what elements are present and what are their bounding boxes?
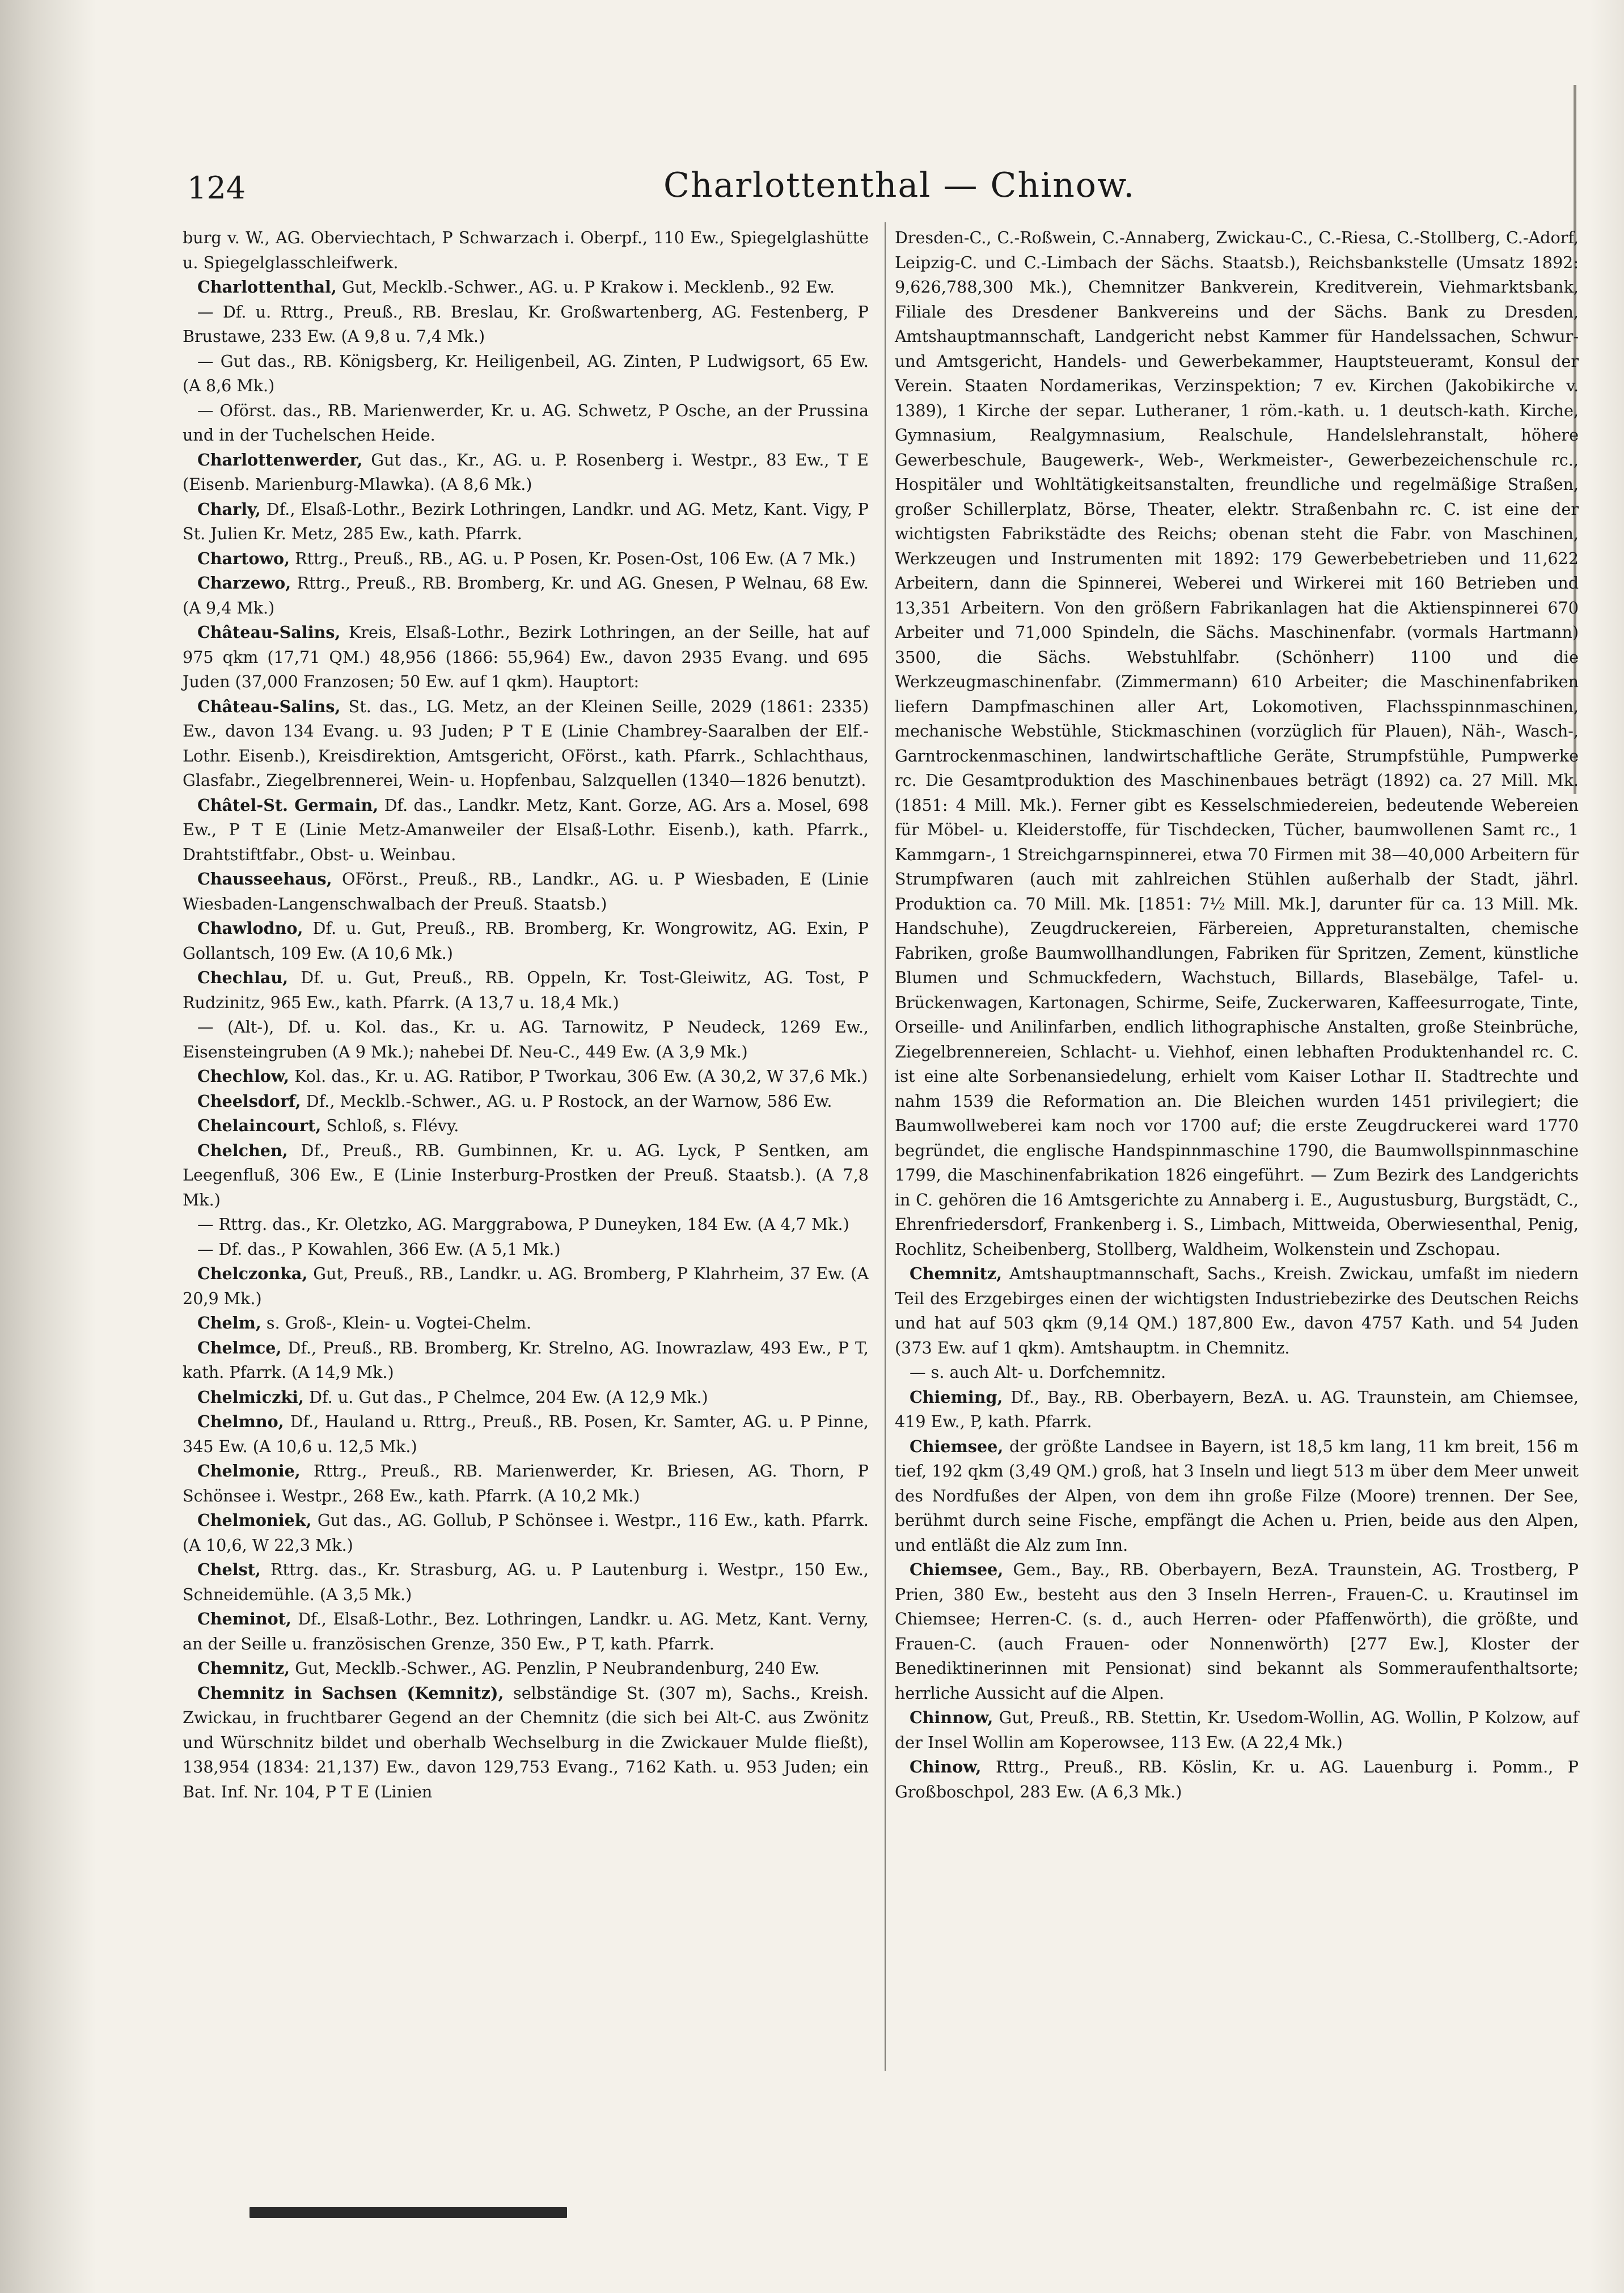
- entry-text: Rttrg., Preuß., RB. Bromberg, Kr. und AG. Gnesen, P Welnau, 68 Ew. (A 9,4 Mk.): [183, 573, 869, 617]
- entry: [183, 793, 869, 868]
- entry-headword: Chinow,: [910, 1757, 982, 1776]
- entry: [895, 1360, 1579, 1385]
- entry-text: Gut, Mecklb.-Schwer., AG. u. P Krakow i. Mecklenb., 92 Ew.: [341, 277, 835, 297]
- entry-text: — Df. u. Rttrg., Preuß., RB. Breslau, Kr. Großwartenberg, AG. Festenberg, P Brustawe, 233 Ew. (A 9,8 u. 7,4 Mk.): [183, 302, 869, 346]
- entry: [895, 1385, 1579, 1435]
- entry-text: Df., Hauland u. Rttrg., Preuß., RB. Posen, Kr. Samter, AG. u. P Pinne, 345 Ew. (A 10,6 u. 12,5 Mk.): [183, 1412, 869, 1456]
- column-divider: [885, 222, 886, 2071]
- entry-text: — Oförst. das., RB. Marienwerder, Kr. u. AG. Schwetz, P Osche, an der Prussina und in der Tuchelschen Heide.: [183, 400, 869, 445]
- entry-headword: Chelczonka,: [197, 1264, 308, 1283]
- entry-headword: Chiemsee,: [910, 1436, 1004, 1456]
- entry: [183, 226, 869, 275]
- entry-headword: Charzewo,: [197, 573, 291, 593]
- entry-headword: Chechlow,: [197, 1067, 290, 1086]
- scan-edge-right: [1590, 0, 1624, 2293]
- scan-edge-shadow: [0, 0, 96, 2293]
- entry-text: Df., Preuß., RB. Bromberg, Kr. Strelno, AG. Inowrazlaw, 493 Ew., P T, kath. Pfarrk. (A 14,9 Mk.): [183, 1338, 869, 1382]
- entry-text: s. Groß-, Klein- u. Vogtei-Chelm.: [266, 1313, 532, 1332]
- entry: [183, 1410, 869, 1459]
- entry-text: Kol. das., Kr. u. AG. Ratibor, P Tworkau, 306 Ew. (A 30,2, W 37,6 Mk.): [294, 1067, 868, 1086]
- entry-text: Df. u. Gut das., P Chelmce, 204 Ew. (A 12,9 Mk.): [309, 1387, 708, 1407]
- entry-text: Df., Mecklb.-Schwer., AG. u. P Rostock, an der Warnow, 586 Ew.: [306, 1091, 832, 1111]
- entry-headword: Charly,: [197, 499, 261, 519]
- entry: [183, 1385, 869, 1410]
- entry: [183, 497, 869, 547]
- entry-headword: Château-Salins,: [197, 696, 341, 716]
- entry-headword: Chawlodno,: [197, 919, 303, 938]
- entry-text: Gut, Preuß., RB., Landkr. u. AG. Bromberg, P Klahrheim, 37 Ew. (A 20,9 Mk.): [183, 1264, 869, 1308]
- entry-headword: Chausseehaus,: [197, 869, 332, 889]
- entry: [183, 275, 869, 300]
- entry-headword: Chemnitz,: [197, 1659, 290, 1678]
- entry-text: Df., Bay., RB. Oberbayern, BezA. u. AG. Traunstein, am Chiemsee, 419 Ew., P, kath. Pfarrk.: [895, 1387, 1579, 1431]
- entry: [183, 695, 869, 793]
- entry: [183, 916, 869, 966]
- entry: [183, 349, 869, 399]
- entry-text: Rttrg., Preuß., RB. Marienwerder, Kr. Briesen, AG. Thorn, P Schönsee i. Westpr., 268 Ew., kath. Pfarrk. (A 10,2 Mk.): [183, 1461, 869, 1505]
- entry: [183, 1089, 869, 1114]
- entry-text: Gut, Mecklb.-Schwer., AG. Penzlin, P Neubrandenburg, 240 Ew.: [295, 1659, 820, 1678]
- entry-text: Gut das., Kr., AG. u. P. Rosenberg i. Westpr., 83 Ew., T E (Eisenb. Marienburg-Mlawka). (A 8,6 Mk.): [183, 450, 869, 494]
- entry: [183, 620, 869, 695]
- entry-text: — s. auch Alt- u. Dorfchemnitz.: [910, 1363, 1166, 1382]
- entry-headword: Chemnitz in Sachsen (Kemnitz),: [197, 1683, 504, 1703]
- entry-headword: Charlottenthal,: [197, 277, 337, 297]
- entry-headword: Chieming,: [910, 1387, 1003, 1407]
- entry: [183, 867, 869, 916]
- entry-text: Df. u. Gut, Preuß., RB. Bromberg, Kr. Wongrowitz, AG. Exin, P Gollantsch, 109 Ew. (A 10,6 Mk.): [183, 919, 869, 963]
- entry-headword: Château-Salins,: [197, 623, 341, 642]
- entry-text: Df., Preuß., RB. Gumbinnen, Kr. u. AG. Lyck, P Sentken, am Leegenfluß, 306 Ew., E (Linie Insterburg-Prostken der Preuß. Staatsb.). (A 7,8 Mk.): [183, 1140, 869, 1209]
- entry-text: Df. das., Landkr. Metz, Kant. Gorze, AG. Ars a. Mosel, 698 Ew., P T E (Linie Metz-Amanweiler der Elsaß-Lothr. Eisenb.), kath. Pfarrk., Drahtstiftfabr., Obst- u. Weinbau.: [183, 795, 869, 864]
- left-column: [183, 226, 869, 1804]
- entry: [183, 1237, 869, 1262]
- entry: [183, 1262, 869, 1311]
- running-head: Charlottenthal — Chinow.: [663, 166, 1136, 205]
- entry: [895, 1706, 1579, 1755]
- entry-text: Gem., Bay., RB. Oberbayern, BezA. Traunstein, AG. Trostberg, P Prien, 380 Ew., besteht aus den 3 Inseln Herren-, Frauen-C. u. Krautinsel im Chiemsee; Herren-C. (s. d., auch Herren- oder Pfaffenwörth), die größte, und Frauen-C. (auch Frauen- oder Nonnenwörth) [277 Ew.], Kloster der Benediktinerinnen mit Pensionat) sind bekannt als Sommeraufenthaltsorte; herrliche Aussicht auf die Alpen.: [895, 1560, 1579, 1703]
- entry: [183, 1607, 869, 1656]
- entry-text: — Df. das., P Kowahlen, 366 Ew. (A 5,1 Mk.): [197, 1239, 561, 1259]
- entry-headword: Chechlau,: [197, 968, 289, 987]
- entry-headword: Cheminot,: [197, 1609, 291, 1628]
- entry: [183, 966, 869, 1015]
- entry: [895, 1755, 1579, 1804]
- entry-text: Gut, Preuß., RB. Stettin, Kr. Usedom-Wollin, AG. Wollin, P Kolzow, auf der Insel Wollin am Koperowsee, 113 Ew. (A 22,4 Mk.): [895, 1708, 1579, 1752]
- entry: [183, 300, 869, 349]
- entry-text: Rttrg., Preuß., RB. Köslin, Kr. u. AG. Lauenburg i. Pomm., P Großboschpol, 283 Ew. (A 6,3 Mk.): [895, 1757, 1579, 1801]
- entry: [895, 1262, 1579, 1360]
- entry: [183, 1139, 869, 1213]
- entry-text: Kreis, Elsaß-Lothr., Bezirk Lothringen, an der Seille, hat auf 975 qkm (17,71 QM.) 48,956 (1866: 55,964) Ew., davon 2935 Evang. und 695 Juden (37,000 Franzosen; 50 Ew. auf 1 qkm). Hauptort:: [183, 623, 869, 691]
- entry-headword: Cheelsdorf,: [197, 1091, 301, 1111]
- entry-text: Df. u. Gut, Preuß., RB. Oppeln, Kr. Tost-Gleiwitz, AG. Tost, P Rudzinitz, 965 Ew., kath. Pfarrk. (A 13,7 u. 18,4 Mk.): [183, 968, 869, 1012]
- entry: [183, 571, 869, 620]
- entry: [183, 1656, 869, 1681]
- entry: [183, 1064, 869, 1089]
- entry: [183, 1015, 869, 1064]
- entry-headword: Châtel-St. Germain,: [197, 795, 379, 815]
- entry: [895, 1435, 1579, 1558]
- entry: [183, 1336, 869, 1385]
- entry-text: Df., Elsaß-Lothr., Bez. Lothringen, Landkr. u. AG. Metz, Kant. Verny, an der Seille u. französischen Grenze, 350 Ew., P T, kath. Pfarrk.: [183, 1609, 869, 1653]
- entry-text: — Rttrg. das., Kr. Oletzko, AG. Marggrabowa, P Duneyken, 184 Ew. (A 4,7 Mk.): [197, 1215, 849, 1234]
- entry-headword: Charlottenwerder,: [197, 450, 363, 469]
- entry-headword: Chiemsee,: [910, 1560, 1004, 1579]
- entry: [183, 1212, 869, 1237]
- entry: [895, 226, 1579, 1262]
- entry-text: Gut das., AG. Gollub, P Schönsee i. Westpr., 116 Ew., kath. Pfarrk. (A 10,6, W 22,3 Mk.): [183, 1511, 869, 1555]
- page-number: 124: [187, 170, 246, 206]
- entry-headword: Chelmoniek,: [197, 1511, 312, 1530]
- entry: [895, 1558, 1579, 1706]
- print-mark: [249, 2207, 567, 2218]
- entry: [183, 1459, 869, 1508]
- entry-headword: Chartowo,: [197, 548, 290, 568]
- entry: [183, 399, 869, 448]
- entry-text: Df., Elsaß-Lothr., Bezirk Lothringen, Landkr. und AG. Metz, Kant. Vigy, P St. Julien Kr. Metz, 285 Ew., kath. Pfarrk.: [183, 499, 869, 543]
- entry-text: Amtshauptmannschaft, Sachs., Kreish. Zwickau, umfaßt im niedern Teil des Erzgebirges einen der wichtigsten Industriebezirke des Deutschen Reichs und hat auf 503 qkm (9,14 QM.) 187,800 Ew., davon 4757 Kath. und 54 Juden (373 Ew. auf 1 qkm). Amtshauptm. in Chemnitz.: [895, 1264, 1579, 1357]
- entry-text: Dresden-C., C.-Roßwein, C.-Annaberg, Zwickau-C., C.-Riesa, C.-Stollberg, C.-Adorf, Leipzig-C. und C.-Limbach der Sächs. Staatsb.), Reichsbankstelle (Umsatz 1892: 9,626,788,300 Mk.), Chemnitzer Bankverein, Kreditverein, Viehmarktsbank, Filiale des Dresdener Bankvereins und der Sächs. Bank zu Dresden, Amtshauptmannschaft, Landgericht nebst Kammer für Handelssachen, Schwur- und Amtsgericht, Handels- und Gewerbekammer, Hauptsteueramt, Konsul der Verein. Staaten Nordamerikas, Verzinspektion; 7 ev. Kirchen (Jakobikirche v. 1389), 1 Kirche der separ. Lutheraner, 1 röm.-kath. u. 1 deutsch-kath. Kirche, Gymnasium, Realgymnasium, Realschule, Handelslehranstalt, höhere Gewerbeschule, Baugewerk-, Web-, Werkmeister-, Gewerbezeichenschule rc., Hospitäler und Wohltätigkeitsanstalten, freundliche und regelmäßige Straßen, großer Schillerplatz, Börse, Theater, elektr. Straßenbahn rc. C. ist eine der wichtigsten Fabrikstädte des Reichs; obenan steht die Fabr. von Maschinen, Werkzeugen und Instrumenten mit 1892: 179 Gewerbebetrieben und 11,622 Arbeitern, dann die Spinnerei, Weberei und Wirkerei mit 160 Betrieben und 13,351 Arbeitern. Von den größern Fabrikanlagen hat die Aktienspinnerei 670 Arbeiter und 71,000 Spindeln, die Sächs. Maschinenfabr. (vormals Hartmann) 3500, die Sächs. Webstuhlfabr. (Schönherr) 1100 und die Werkzeugmaschinenfabr. (Zimmermann) 610 Arbeiter; die Maschinenfabriken liefern Dampfmaschinen aller Art, Lokomotiven, Flachsspinnmaschinen, mechanische Webstühle, Stickmaschinen (vorzüglich für Plauen), Näh-, Wasch-, Garntrockenmaschinen, landwirtschaftliche Geräte, Strumpfstühle, Pumpwerke rc. Die Gesamtproduktion des Maschinenbaues beträgt (1892) ca. 27 Mill. Mk. (1851: 4 Mill. Mk.). Ferner gibt es Kesselschmiedereien, bedeutende Webereien für Möbel- u. Kleiderstoffe, für Tischdecken, Tücher, baumwollenen Samt rc., 1 Kammgarn-, 1 Streichgarnspinnerei, etwa 70 Firmen mit 38—40,000 Arbeitern für Strumpfwaren (auch mit zahlreichen Stühlen außerhalb der Stadt, jährl. Produktion ca. 70 Mill. Mk. [1851: 7½ Mill. Mk.], darunter für ca. 13 Mill. Mk. Handschuhe), Zeugdruckereien, Färbereien, Appreturanstalten, chemische Fabriken, große Baumwollhandlungen, Fabriken für Spritzen, Zement, künstliche Blumen und Schmuckfedern, Wachstuch, Billards, Blasebälge, Tafel- u. Brückenwagen, Kartonagen, Schirme, Seife, Zuckerwaren, Kaffeesurrogate, Tinte, Orseille- und Anilinfarben, endlich lithographische Anstalten, große Steinbrüche, Ziegelbrennereien, Schlacht- u. Viehhof, einen lebhaften Produktenhandel rc. C. ist eine alte Sorbenansiedelung, erhielt vom Kaiser Lothar II. Stadtrechte und nahm 1539 die Reformation an. Die Bleichen wurden 1451 privilegiert; die Baumwollweberei kam noch vor 1700 auf; die erste Zeugdruckerei ward 1770 begründet, die englische Handspinnmaschine 1790, die Baumwollspinnmaschine 1799, die Maschinenfabrikation 1826 eingeführt. — Zum Bezirk des Landgerichts in C. gehören die 16 Amtsgerichte zu Annaberg i. E., Augustusburg, Burgstädt, C., Ehrenfriedersdorf, Frankenberg i. S., Limbach, Mittweida, Oberwiesenthal, Penig, Rochlitz, Scheibenberg, Stollberg, Waldheim, Wolkenstein und Zschopau.: [895, 228, 1579, 1259]
- entry-text: — Gut das., RB. Königsberg, Kr. Heiligenbeil, AG. Zinten, P Ludwigsort, 65 Ew. (A 8,6 Mk.): [183, 351, 869, 395]
- entry-headword: Chelm,: [197, 1313, 261, 1332]
- entry-text: OFörst., Preuß., RB., Landkr., AG. u. P Wiesbaden, E (Linie Wiesbaden-Langenschwalbach der Preuß. Staatsb.): [183, 869, 869, 913]
- entry: [183, 1508, 869, 1558]
- entry: [183, 1681, 869, 1805]
- entry: [183, 547, 869, 572]
- entry-headword: Chelmonie,: [197, 1461, 301, 1480]
- entry: [183, 1114, 869, 1139]
- entry-text: burg v. W., AG. Oberviechtach, P Schwarzach i. Oberpf., 110 Ew., Spiegelglashütte u. Spiegelglasschleifwerk.: [183, 228, 869, 272]
- entry-headword: Chemnitz,: [910, 1264, 1003, 1283]
- entry-headword: Chelmce,: [197, 1338, 282, 1357]
- entry-text: St. das., LG. Metz, an der Kleinen Seille, 2029 (1861: 2335) Ew., davon 134 Evang. u. 93 Juden; P T E (Linie Chambrey-Saaralben der Elf.-Lothr. Eisenb.), Kreisdirektion, Amtsgericht, OFörst., kath. Pfarrk., Schlachthaus, Glasfabr., Ziegelbrennerei, Wein- u. Hopfenbau, Salzquellen (1340—1826 benutzt).: [183, 696, 869, 790]
- entry: [183, 448, 869, 497]
- entry-text: — (Alt-), Df. u. Kol. das., Kr. u. AG. Tarnowitz, P Neudeck, 1269 Ew., Eisensteingruben (A 9 Mk.); nahebei Df. Neu-C., 449 Ew. (A 3,9 Mk.): [183, 1017, 869, 1061]
- entry-text: Rttrg., Preuß., RB., AG. u. P Posen, Kr. Posen-Ost, 106 Ew. (A 7 Mk.): [295, 548, 856, 568]
- entry-headword: Chelst,: [197, 1560, 261, 1579]
- entry-headword: Chelchen,: [197, 1140, 288, 1160]
- entry: [183, 1311, 869, 1336]
- entry-text: selbständige St. (307 m), Sachs., Kreish. Zwickau, in fruchtbarer Gegend an der Chemnitz (die sich bei Alt-C. aus Zwönitz und Würschnitz bildet und oberhalb Wechselburg in die Zwickauer Mulde fließt), 138,954 (1834: 21,137) Ew., davon 129,753 Evang., 7162 Kath. u. 953 Juden; ein Bat. Inf. Nr. 104, P T E (Linien: [183, 1683, 869, 1801]
- entry-headword: Chelaincourt,: [197, 1116, 322, 1135]
- entry: [183, 1558, 869, 1607]
- entry-headword: Chinnow,: [910, 1708, 993, 1727]
- entry-headword: Chelmno,: [197, 1412, 284, 1431]
- entry-headword: Chelmiczki,: [197, 1387, 304, 1407]
- right-column: [895, 226, 1579, 1804]
- entry-text: Schloß, s. Flévy.: [326, 1116, 459, 1135]
- entry-text: der größte Landsee in Bayern, ist 18,5 km lang, 11 km breit, 156 m tief, 192 qkm (3,49 QM.) groß, hat 3 Inseln und liegt 513 m über dem Meer unweit des Nordfußes der Alpen, von dem ihn große Filze (Moore) trennen. Der See, berühmt durch seine Fische, empfängt die Achen u. Prien, beide aus den Alpen, und entläßt die Alz zum Inn.: [895, 1436, 1579, 1555]
- entry-text: Rttrg. das., Kr. Strasburg, AG. u. P Lautenburg i. Westpr., 150 Ew., Schneidemühle. (A 3,5 Mk.): [183, 1560, 869, 1604]
